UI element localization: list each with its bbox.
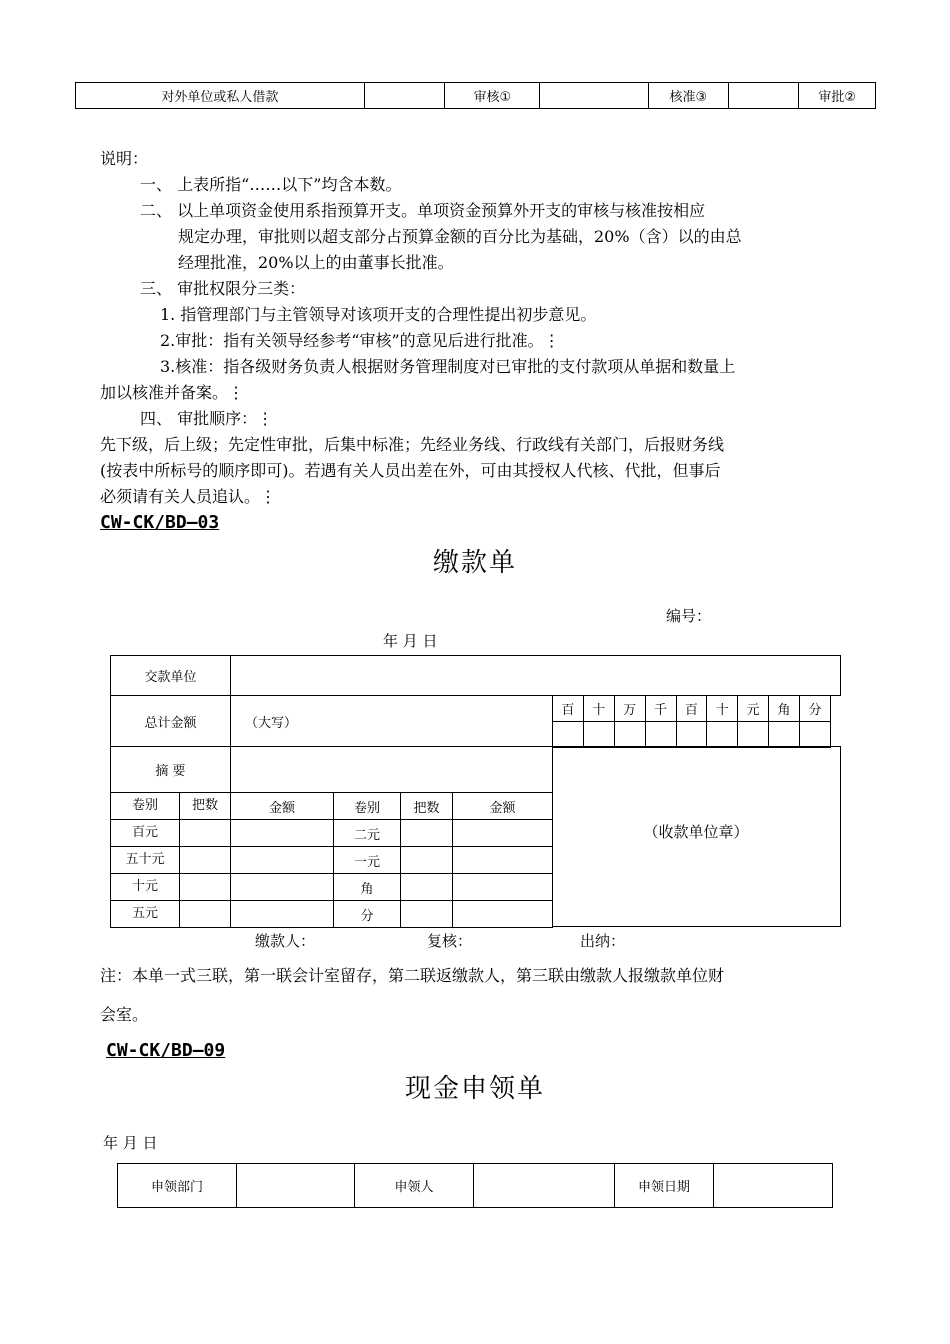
digit-header: 角 (769, 696, 800, 722)
bundles-cell[interactable] (180, 847, 230, 873)
note-sub-3-line2: 加以核准并备案。⋮ (100, 383, 245, 402)
bundles-cell[interactable] (401, 847, 453, 874)
form2-title: 现金申领单 (404, 1074, 545, 1104)
digit-header: 百 (553, 696, 584, 722)
note-item-2-line3: 经理批准，20%以上的由董事长批准。 (178, 253, 454, 272)
digit-cell[interactable] (676, 722, 707, 748)
digit-header: 十 (707, 696, 738, 722)
amount-cell[interactable] (231, 820, 334, 847)
form1-note-line1: 注：本单一式三联，第一联会计室留存，第二联返缴款人，第三联由缴款人报缴款单位财 (100, 966, 725, 985)
digit-header: 万 (614, 696, 645, 722)
total-label: 总计金额 (111, 696, 231, 747)
denomination-table (110, 746, 553, 928)
cell-approve: 审批② (799, 83, 876, 109)
payer-field[interactable] (231, 656, 841, 696)
cell-empty (364, 83, 444, 109)
digit-cell[interactable] (769, 722, 800, 748)
digit-cell[interactable] (707, 722, 738, 748)
note-item-1: 一、 上表所指“……以下”均含本数。 (140, 175, 402, 194)
approval-table (75, 82, 876, 109)
denom-label: 十元 (111, 874, 180, 900)
bundles-cell[interactable] (401, 820, 453, 847)
footer-check: 复核： (427, 932, 473, 950)
total-daxie[interactable]: （大写） (231, 696, 553, 747)
payment-form (110, 655, 841, 927)
bundles-cell[interactable] (180, 820, 230, 846)
person-label: 申领人 (355, 1164, 474, 1208)
note-sub-3-line1: 3.核准：指各级财务负责人根据财务管理制度对已审批的支付款项从单据和数量上 (160, 357, 736, 376)
cell-empty (540, 83, 648, 109)
date-field-label: 申领日期 (615, 1164, 714, 1208)
cell-review: 审核① (445, 83, 540, 109)
bundles-cell[interactable] (180, 901, 230, 927)
amount-cell[interactable] (231, 847, 334, 874)
footer-payer: 缴款人： (255, 932, 316, 950)
digit-cell[interactable] (800, 722, 831, 748)
table-row (111, 874, 553, 901)
col-header-bundles: 把数 (401, 793, 453, 820)
form2-code: CW-CK/BD—09 (106, 1040, 226, 1061)
form1-title: 缴款单 (432, 548, 517, 578)
summary-field[interactable] (231, 747, 553, 793)
denom-label: 百元 (111, 820, 180, 846)
digit-cell[interactable] (645, 722, 676, 748)
bundles-cell[interactable] (180, 874, 230, 900)
person-field[interactable] (474, 1164, 615, 1208)
table-row (111, 847, 553, 874)
denom-label: 二元 (334, 820, 401, 847)
amount-cell[interactable] (453, 820, 553, 847)
col-header-bundles: 把数 (191, 798, 218, 813)
denom-label: 角 (334, 874, 401, 901)
col-header-amount: 金额 (453, 793, 553, 820)
form2-date-label: 年 月 日 (103, 1134, 158, 1152)
dept-label: 申领部门 (118, 1164, 237, 1208)
note-item-2-line2: 规定办理，审批则以超支部分占预算金额的百分比为基础，20%（含）以的由总 (178, 227, 742, 246)
payer-label: 交款单位 (111, 656, 231, 696)
form1-number-label: 编号： (666, 607, 712, 625)
denom-label: 五十元 (111, 847, 180, 873)
digit-header: 元 (738, 696, 769, 722)
summary-label: 摘 要 (111, 747, 231, 793)
amount-digit-grid (552, 695, 831, 748)
col-header-type: 卷别 (334, 793, 401, 820)
form1-code: CW-CK/BD—03 (100, 512, 220, 533)
digit-cell[interactable] (738, 722, 769, 748)
denom-label: 一元 (334, 847, 401, 874)
footer-cashier: 出纳： (580, 932, 626, 950)
cell-empty (729, 83, 799, 109)
cell-loan-label: 对外单位或私人借款 (76, 83, 365, 109)
digit-header: 十 (583, 696, 614, 722)
note-item-2-line1: 二、 以上单项资金使用系指预算开支。单项资金预算外开支的审核与核准按相应 (140, 201, 706, 220)
form1-note-line2: 会室。 (100, 1005, 149, 1024)
cash-request-table (117, 1163, 833, 1208)
amount-cell[interactable] (231, 874, 334, 901)
note-sub-2: 2.审批：指有关领导经参考“审核”的意见后进行批准。⋮ (160, 331, 560, 350)
denom-label: 分 (334, 901, 401, 928)
table-row (111, 820, 553, 847)
bundles-cell[interactable] (401, 874, 453, 901)
amount-cell[interactable] (453, 874, 553, 901)
amount-cell[interactable] (453, 901, 553, 928)
digit-header: 分 (800, 696, 831, 722)
stamp-label: （收款单位章） (643, 823, 749, 841)
denom-label: 五元 (111, 901, 180, 927)
amount-cell[interactable] (231, 901, 334, 928)
bundles-cell[interactable] (401, 901, 453, 928)
form1-date-label: 年 月 日 (383, 632, 438, 650)
cell-verify: 核准③ (648, 83, 728, 109)
digit-cell[interactable] (553, 722, 584, 748)
stamp-area (552, 746, 841, 927)
digit-cell[interactable] (614, 722, 645, 748)
dept-field[interactable] (237, 1164, 355, 1208)
note-para-line3: 必须请有关人员追认。⋮ (100, 487, 277, 506)
amount-cell[interactable] (453, 847, 553, 874)
note-item-3: 三、 审批权限分三类： (140, 279, 306, 298)
digit-cell[interactable] (583, 722, 614, 748)
digit-header: 千 (645, 696, 676, 722)
col-header-amount: 金额 (231, 793, 334, 820)
col-header-type: 卷别 (111, 793, 180, 819)
note-para-line1: 先下级，后上级；先定性审批，后集中标准；先经业务线、行政线有关部门，后报财务线 (100, 435, 725, 454)
note-sub-1: 1. 指管理部门与主管领导对该项开支的合理性提出初步意见。 (160, 305, 597, 324)
notes-heading: 说明： (100, 149, 149, 168)
date-field[interactable] (714, 1164, 833, 1208)
note-item-4: 四、 审批顺序：⋮ (140, 409, 274, 428)
note-para-line2: (按表中所标号的顺序即可)。若遇有关人员出差在外，可由其授权人代核、代批，但事后 (100, 461, 721, 480)
digit-header: 百 (676, 696, 707, 722)
table-row (111, 901, 553, 928)
